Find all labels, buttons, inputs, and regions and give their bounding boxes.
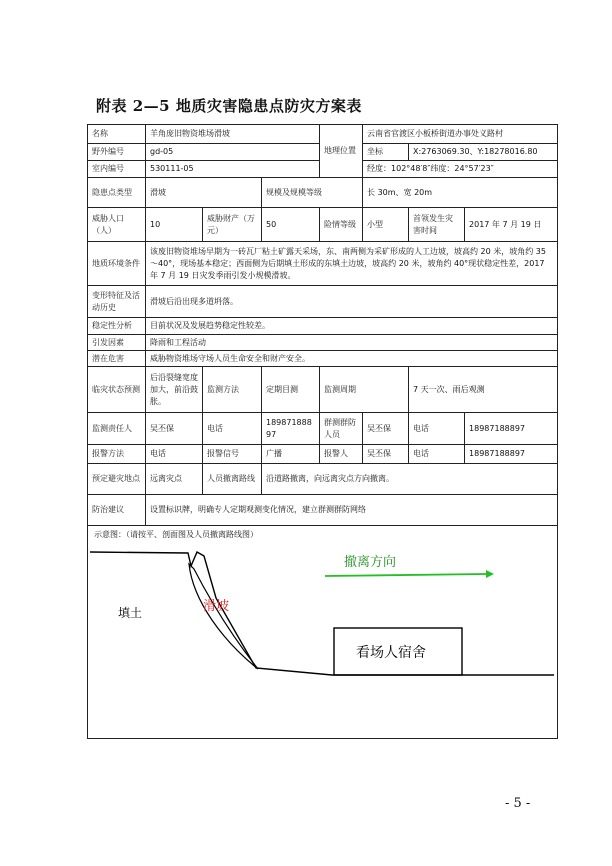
fill-label: 填土: [118, 606, 143, 620]
prevent-phone-value: 18987188897: [465, 413, 558, 445]
coords-label: 坐标: [363, 144, 409, 161]
sketch-caption: 示意图：（请按平、剖面图及人员撤离路线图）: [94, 530, 258, 539]
stability-label: 稳定性分析: [88, 318, 146, 335]
trigger-label: 引发因素: [88, 335, 146, 351]
hazard-value: 威胁物资堆场守场人员生命安全和财产安全。: [146, 351, 558, 367]
deformation-value: 滑坡后沿出现多道坍落。: [146, 286, 558, 318]
type-value: 滑坡: [146, 178, 262, 208]
scale-value: 长 30m、宽 20m: [363, 178, 558, 208]
trigger-value: 降雨和工程活动: [146, 335, 558, 351]
name-value: 羊角庞旧物资堆场滑坡: [146, 125, 320, 144]
evac-route-label: 人员撤离路线: [203, 464, 262, 495]
scale-label: 规模及规模等级: [262, 178, 363, 208]
name-label: 名称: [88, 125, 146, 144]
prevent-value: 吴丕保: [363, 413, 409, 445]
page-number: - 5 -: [505, 796, 531, 811]
deformation-label: 变形特征及活动历史: [88, 286, 146, 318]
monitor-label: 临灾状态预测: [88, 367, 146, 413]
evac-direction-label: 撤离方向: [344, 555, 397, 570]
suggest-value: 设置标识牌，明确专人定期观测变化情况，建立群测群防网络: [146, 495, 558, 526]
hazard-label: 潜在危害: [88, 351, 146, 367]
evac-route-value: 沿道路撤离，向远离灾点方向撤离。: [262, 464, 558, 495]
field-no-value: gd-05: [146, 144, 320, 161]
sketch-diagram: [88, 526, 556, 737]
duty-phone-value: 18987188897: [262, 413, 320, 445]
ground-profile: [90, 552, 554, 675]
conditions-label: 地质环境条件: [88, 242, 146, 286]
indoor-no-label: 室内编号: [88, 161, 146, 178]
evac-value: 远离灾点: [146, 464, 203, 495]
suggest-label: 防治建议: [88, 495, 146, 526]
alarm-signal-value: 广播: [262, 445, 320, 464]
monitor-value: 后沿裂缝宽度加大，前沿鼓胀。: [146, 367, 203, 413]
monitor-period-value: 7 天一次、雨后观测: [409, 367, 558, 413]
slide-label: 滑坡: [203, 599, 230, 614]
risk-label: 险情等级: [320, 208, 363, 242]
alarm-signal-label: 报警信号: [203, 445, 262, 464]
page-title: 附表 2—5 地质灾害隐患点防灾方案表: [96, 97, 362, 115]
prevent-label: 群测群防人员: [320, 413, 363, 445]
field-no-label: 野外编号: [88, 144, 146, 161]
conditions-value: 该废旧物资堆场早期为一砖瓦厂粘土矿露天采场，东、南两侧为采矿形成的人工边坡，坡高约 20 米，坡角约 35～40°，现场基本稳定；西面侧为后期填土形成的东填土边坡，坡高约 20 米，坡角约 40°现状稳定性差，2017 年 7 月 19 日灾发季雨引发小规模滑坡。: [146, 242, 558, 286]
alarm-phone-value: 18987188897: [465, 445, 558, 464]
alarm-person-label: 报警人: [320, 445, 363, 464]
evac-arrow-head: [486, 570, 494, 578]
alarm-phone-label: 电话: [409, 445, 465, 464]
time-label: 首领发生灾害时间: [409, 208, 465, 242]
type-label: 隐患点类型: [88, 178, 146, 208]
monitor-method-label: 监测方法: [203, 367, 262, 413]
duty-value: 吴丕保: [146, 413, 203, 445]
stability-value: 目前状况及发展趋势稳定性较差。: [146, 318, 558, 335]
alarm-value: 电话: [146, 445, 203, 464]
location-label: 地理位置: [320, 125, 363, 178]
monitor-period-label: 监测周期: [320, 367, 409, 413]
alarm-label: 报警方法: [88, 445, 146, 464]
evac-label: 预定避灾地点: [88, 464, 146, 495]
location-address: 云南省官渡区小板桥街道办事处义路村: [363, 125, 558, 144]
evac-arrow-line: [325, 574, 486, 576]
lonlat-value: 经度：102°48′8″纬度：24°57′23″: [363, 161, 558, 178]
indoor-no-value: 530111-05: [146, 161, 320, 178]
duty-phone-label: 电话: [203, 413, 262, 445]
threat-prop-label: 威胁财产（万元）: [203, 208, 262, 242]
sketch-svg: [88, 526, 556, 737]
threat-pop-value: 10: [146, 208, 203, 242]
prevent-phone-label: 电话: [409, 413, 465, 445]
coords-value: X:2763069.30、Y:18278016.80: [409, 144, 558, 161]
monitor-method-value: 定期目测: [262, 367, 320, 413]
sketch-cell: [88, 526, 558, 739]
duty-label: 监测责任人: [88, 413, 146, 445]
hazard-table: [87, 124, 558, 739]
alarm-person-value: 吴丕保: [363, 445, 409, 464]
threat-pop-label: 威胁人口（人）: [88, 208, 146, 242]
dorm-label: 看场人宿舍: [356, 645, 426, 661]
risk-value: 小型: [363, 208, 409, 242]
threat-prop-value: 50: [262, 208, 320, 242]
time-value: 2017 年 7 月 19 日: [465, 208, 558, 242]
